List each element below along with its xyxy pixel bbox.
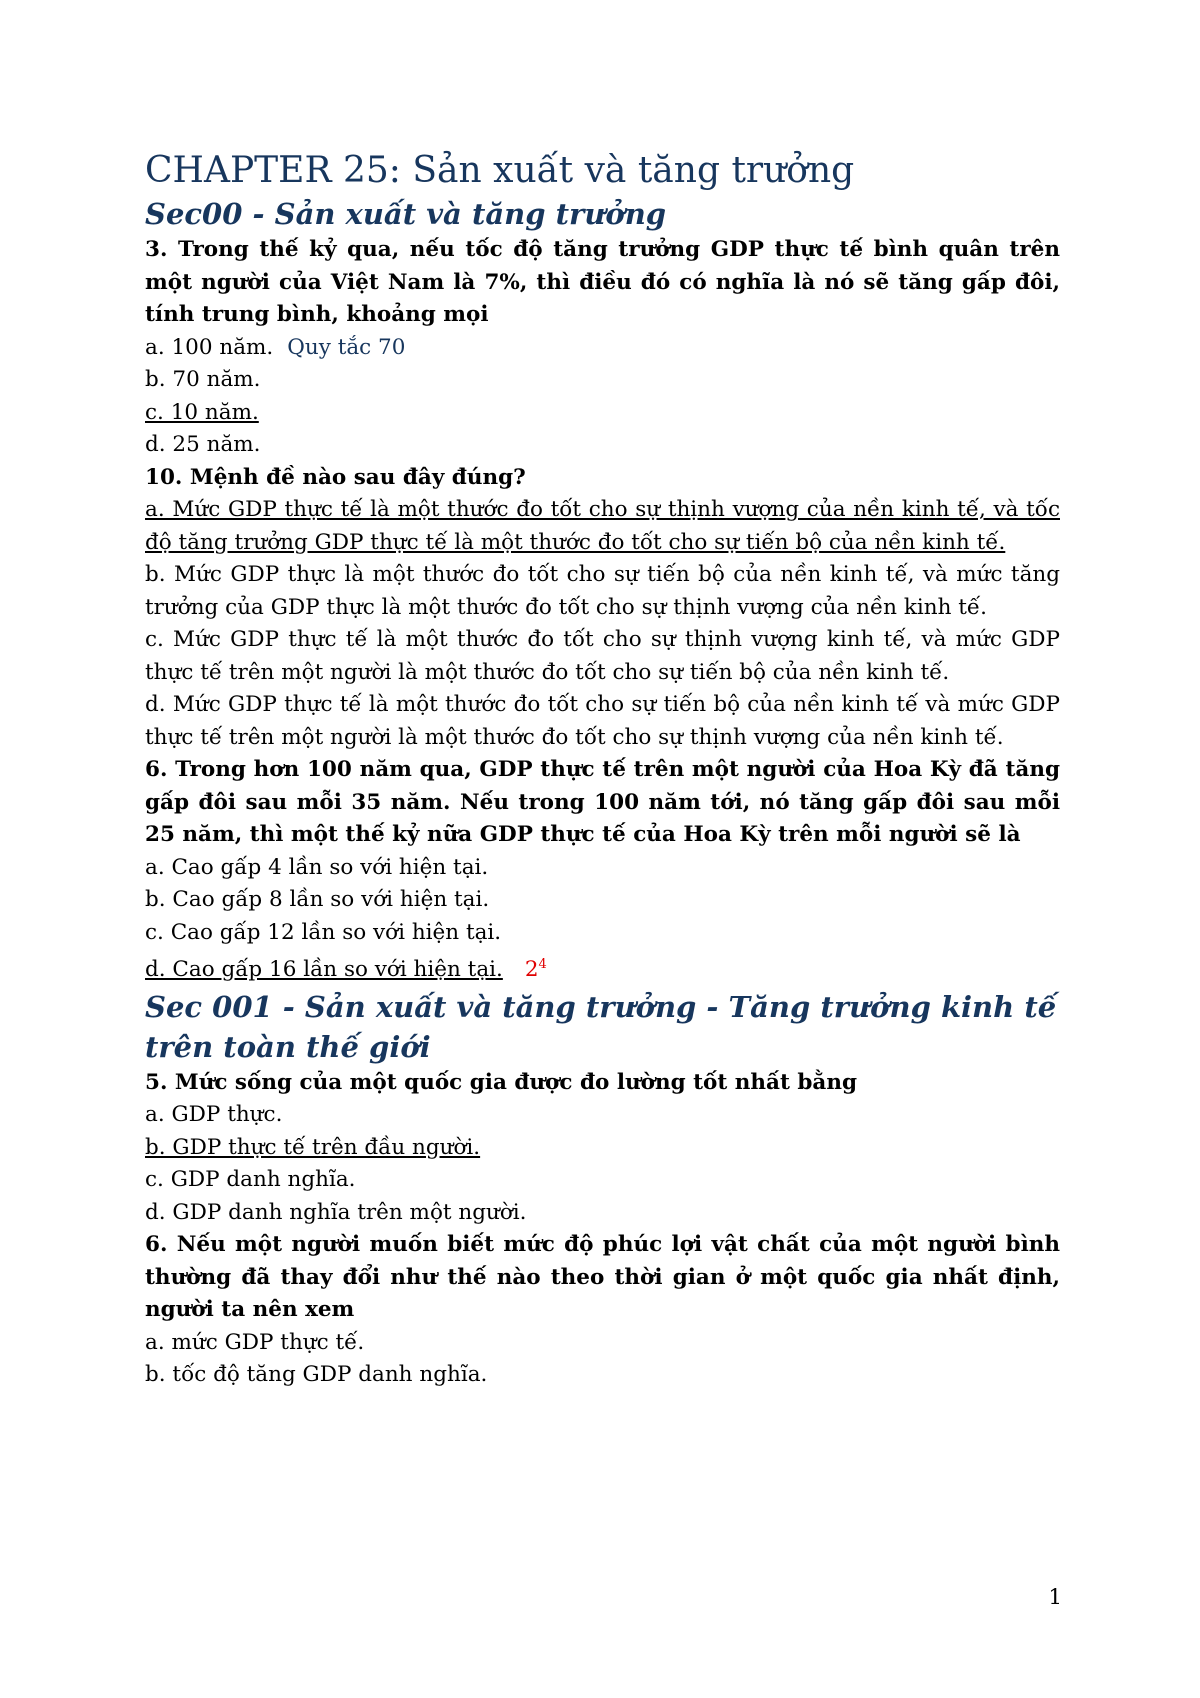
answer-option — [145, 332, 1060, 365]
answer-option: d. Mức GDP thực tế là một thước đo tốt cho sự tiến bộ của nền kinh tế và mức GDP thực tế trên một người là một thước đo tốt cho sự thịnh vượng của nền kinh tế. — [145, 692, 1060, 750]
correct-answer-option: d. Cao gấp 16 lần so với hiện tại. — [145, 957, 503, 983]
answer-option: b. tốc độ tăng GDP danh nghĩa. — [145, 1362, 488, 1388]
answer-note: Quy tắc 70 — [287, 334, 406, 360]
question-text: 6. Trong hơn 100 năm qua, GDP thực tế trên một người của Hoa Kỳ đã tăng gấp đôi sau mỗi 35 năm. Nếu trong 100 năm tới, nó tăng gấp đôi sau mỗi 25 năm, thì một thế kỷ nữa GDP thực tế của Hoa Kỳ trên mỗi người sẽ là — [145, 757, 1060, 847]
answer-option: c. GDP danh nghĩa. — [145, 1167, 356, 1193]
answer-option — [145, 949, 1060, 987]
correct-answer-option: b. GDP thực tế trên đầu người. — [145, 1134, 481, 1160]
question-text: 5. Mức sống của một quốc gia được đo lường tốt nhất bằng — [145, 1069, 858, 1095]
answer-option: d. 25 năm. — [145, 432, 261, 457]
note-base: 2 — [524, 957, 539, 983]
answer-option: a. Cao gấp 4 lần so với hiện tại. — [145, 854, 489, 880]
answer-option-text: a. 100 năm. — [145, 334, 274, 360]
chapter-title: CHAPTER 25: Sản xuất và tăng trưởng — [145, 150, 855, 191]
answer-option: b. Cao gấp 8 lần so với hiện tại. — [145, 887, 490, 912]
answer-option: a. mức GDP thực tế. — [145, 1329, 365, 1355]
question-text: 6. Nếu một người muốn biết mức độ phúc lợi vật chất của một người bình thường đã thay đổi như thế nào theo thời gian ở một quốc gia nhất định, người ta nên xem — [145, 1232, 1060, 1323]
page-number: 1 — [1048, 1585, 1062, 1610]
answer-option: a. GDP thực. — [145, 1102, 283, 1128]
answer-option: b. 70 năm. — [145, 367, 261, 392]
correct-answer-option: a. Mức GDP thực tế là một thước đo tốt cho sự thịnh vượng của nền kinh tế, và tốc độ tăng trưởng GDP thực tế là một thước đo tốt cho sự tiến bộ của nền kinh tế. — [145, 497, 1060, 555]
correct-answer-option: c. 10 năm. — [145, 399, 259, 425]
question-text: 3. Trong thế kỷ qua, nếu tốc độ tăng trưởng GDP thực tế bình quân trên một người của Việt Nam là 7%, thì điều đó có nghĩa là nó sẽ tăng gấp đôi, tính trung bình, khoảng mọi — [145, 237, 1060, 327]
section-title: Sec00 - Sản xuất và tăng trưởng — [145, 197, 667, 231]
answer-option: b. Mức GDP thực là một thước đo tốt cho sự tiến bộ của nền kinh tế, và mức tăng trưởng của GDP thực là một thước đo tốt cho sự thịnh vượng của nền kinh tế. — [145, 562, 1060, 620]
answer-option: d. GDP danh nghĩa trên một người. — [145, 1199, 527, 1225]
answer-option: c. Mức GDP thực tế là một thước đo tốt cho sự thịnh vượng kinh tế, và mức GDP thực tế trên một người là một thước đo tốt cho sự tiến bộ của nền kinh tế. — [145, 627, 1060, 685]
note-exponent: 4 — [538, 957, 547, 972]
answer-option: c. Cao gấp 12 lần so với hiện tại. — [145, 919, 502, 945]
question-text: 10. Mệnh đề nào sau đây đúng? — [145, 464, 526, 490]
answer-note — [525, 957, 547, 982]
section-title: Sec 001 - Sản xuất và tăng trưởng - Tăng trưởng kinh tế trên toàn thế giới — [145, 989, 1057, 1064]
